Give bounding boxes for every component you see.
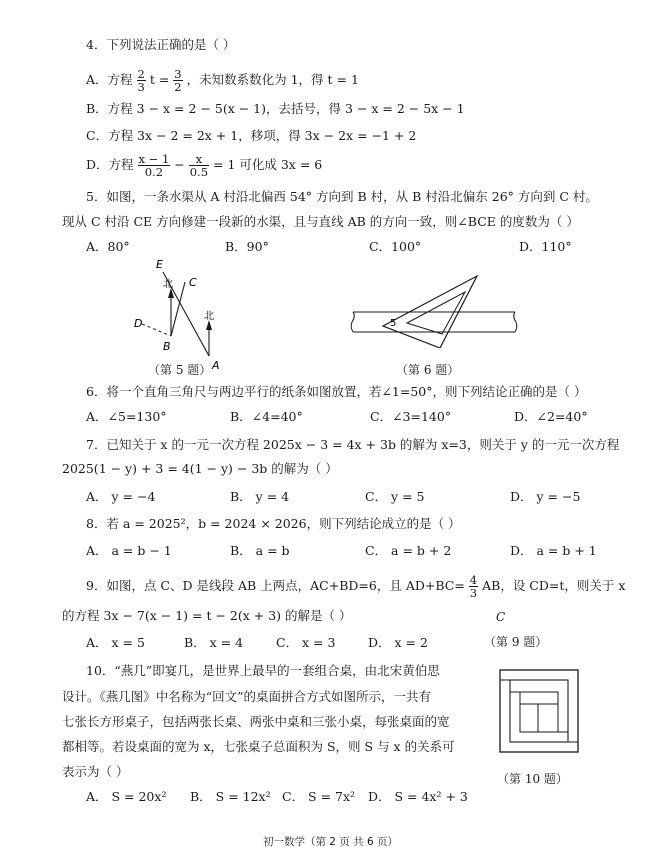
figure-9-caption: （第 9 题） [484, 635, 548, 649]
outer-frame [500, 670, 578, 752]
q7-line1: 7．已知关于 x 的一元一次方程 2025x − 3 = 4x + 3b 的解为 x=3，则关于 y 的一元一次方程 [86, 437, 620, 452]
q10-line5: 表示为（ ） [62, 764, 129, 779]
q5-option-c: C．100° [369, 239, 422, 254]
q4-option-c: C．方程 3x − 2 = 2x + 1，移项，得 3x − 2x = −1 + 2 [86, 128, 417, 143]
page-footer: 初一数学（第 2 页 共 6 页） [262, 836, 399, 848]
fraction: $\frac{x - 1}{0.2}$ [138, 152, 170, 179]
q8-option-c: C． a = b + 2 [365, 543, 452, 558]
q5-option-d: D．110° [519, 239, 572, 254]
q5-option-a: A．80° [86, 239, 130, 254]
q6-option-c: C．∠3=140° [370, 409, 452, 424]
q9-option-b: B． x = 4 [184, 635, 244, 650]
q4-stem: 4．下列说法正确的是（ ） [86, 37, 236, 52]
q10-line1: 10．“燕几”即宴几，是世界上最早的一套组合桌，由北宋黄伯思 [86, 663, 440, 678]
q6-option-d: D．∠2=40° [514, 409, 588, 424]
q10-option-c: C． S = 7x² [282, 789, 356, 804]
q6-option-b: B．∠4=40° [230, 409, 303, 424]
q9-option-c: C． x = 3 [276, 635, 336, 650]
label-e: E [156, 258, 163, 271]
q7-option-b: B． y = 4 [230, 489, 290, 504]
q10-option-a: A． S = 20x² [86, 789, 167, 804]
figure-5-caption: （第 5 题） [148, 363, 212, 377]
q10-line3: 七张长方形桌子，包括两张长桌、两张中桌和三张小桌，每张桌面的宽 [62, 714, 450, 729]
label-north-1: 北 [163, 279, 173, 290]
q8-stem: 8．若 a = 2025²，b = 2024 × 2026，则下列结论成立的是（ ） [86, 516, 461, 531]
figure-10-table-layout [498, 668, 582, 756]
q6-option-a: A．∠5=130° [86, 409, 167, 424]
q7-option-c: C． y = 5 [365, 489, 425, 504]
q9-option-d: D． x = 2 [368, 635, 428, 650]
q7-option-a: A． y = −4 [86, 489, 156, 504]
label-d: D [134, 317, 143, 330]
q10-option-b: B． S = 12x² [190, 789, 271, 804]
q4-option-b: B．方程 3 − x = 2 − 5(x − 1)，去括号，得 3 − x = 2 − 5x − 1 [86, 101, 465, 116]
figure-6-caption: （第 6 题） [396, 363, 460, 377]
q4-option-a: A．方程 $\frac{2}{3}$ t = $\frac{3}{2}$ ，未知数系数化为 1，得 t = 1 [86, 67, 359, 94]
figure-6-diagram [345, 268, 520, 348]
q7-line2: 2025(1 − y) + 3 = 4(1 − y) − 3b 的解为（ ） [62, 461, 338, 476]
q6-stem: 6．将一个直角三角尺与两边平行的纸条如图放置，若∠1=50°，则下列结论正确的是（ ） [86, 384, 587, 399]
figure-10-caption: （第 10 题） [497, 772, 568, 786]
q8-option-d: D． a = b + 1 [510, 543, 597, 558]
figure-5-diagram [130, 256, 240, 376]
q9-option-a: A． x = 5 [86, 635, 145, 650]
dashed-line-bd [142, 324, 171, 336]
q8-option-b: B． a = b [230, 543, 290, 558]
strip-tear-right [514, 312, 517, 332]
q10-option-d: D． S = 4x² + 3 [368, 789, 468, 804]
strip-tear-left [351, 312, 354, 332]
q7-option-d: D． y = −5 [510, 489, 581, 504]
q5-line1: 5．如图，一条水渠从 A 村沿北偏西 54° 方向到 B 村，从 B 村沿北偏东 26° 方向到 C 村。 [86, 189, 598, 204]
fraction: $\frac{4}{3}$ [469, 573, 478, 600]
q10-line4: 都相等。若设桌面的宽为 x，七张桌子总面积为 S，则 S 与 x 的关系可 [62, 739, 455, 754]
fraction: $\frac{3}{2}$ [174, 67, 182, 94]
q5-line2: 现从 C 村沿 CE 方向修建一段新的水渠，且与直线 AB 的方向一致，则∠BCE 的度数为（ ） [62, 214, 579, 229]
label-a: A [212, 359, 220, 372]
q10-line2: 设计。《燕几图》中名称为“回文”的桌面拼合方式如图所示，一共有 [62, 689, 432, 704]
middle-frame [510, 680, 568, 742]
q9-line1: 9．如图，点 C、D 是线段 AB 上两点，AC+BD=6，且 AD+BC= $\frac{4}{3}$ AB，设 CD=t，则关于 x [86, 573, 626, 600]
q9-line2: 的方程 3x − 7(x − 1) = t − 2(x + 3) 的解是（ ） [62, 608, 352, 623]
q8-option-a: A． a = b − 1 [86, 543, 172, 558]
label-b: B [163, 340, 171, 353]
inner-frame [520, 692, 558, 732]
q5-option-b: B．90° [225, 239, 269, 254]
label-c: C [189, 276, 197, 289]
figure-9-letter: C [496, 610, 506, 624]
q4-option-d: D．方程 $\frac{x - 1}{0.2}$ − $\frac{x}{0.5}$ = 1 可化成 3x = 6 [86, 152, 323, 179]
fraction: $\frac{2}{3}$ [137, 67, 145, 94]
angle-label-5: 5 [390, 318, 397, 329]
label-north-2: 北 [204, 311, 214, 322]
fraction: $\frac{x}{0.5}$ [189, 152, 209, 179]
